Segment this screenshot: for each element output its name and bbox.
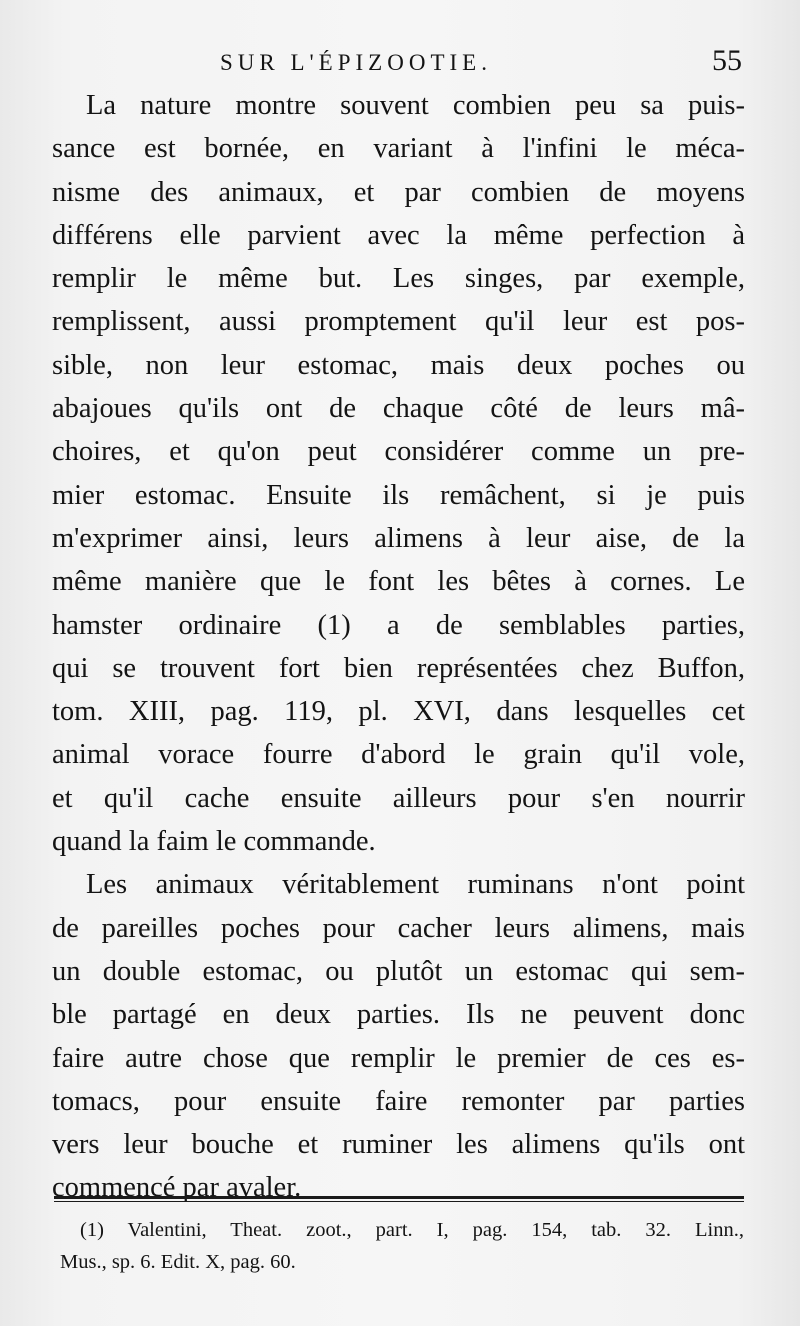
text-line: et qu'il cache ensuite ailleurs pour s'en nourrir xyxy=(52,782,745,814)
text-line: différens elle parvient avec la même perfection à xyxy=(52,219,745,251)
text-line: remplissent, aussi promptement qu'il leur est pos- xyxy=(52,306,745,338)
text-line: de pareilles poches pour cacher leurs alimens, mais xyxy=(52,912,745,944)
text-line: abajoues qu'ils ont de chaque côté de leurs mâ- xyxy=(52,393,745,425)
body-text xyxy=(52,84,745,1210)
footnote-line: Mus., sp. 6. Edit. X, pag. 60. xyxy=(60,1251,296,1273)
text-line: m'exprimer ainsi, leurs alimens à leur aise, de la xyxy=(52,522,745,554)
footnote-rule xyxy=(54,1196,744,1202)
text-line: vers leur bouche et ruminer les alimens qu'ils ont xyxy=(52,1129,745,1161)
text-line: mier estomac. Ensuite ils remâchent, si je puis xyxy=(52,479,745,511)
text-line: La nature montre souvent combien peu sa puis- xyxy=(86,90,745,121)
text-line: commencé par avaler. xyxy=(52,1172,302,1204)
text-line: faire autre chose que remplir le premier de ces es- xyxy=(52,1042,745,1074)
running-head xyxy=(52,44,742,84)
text-line: remplir le même but. Les singes, par exemple, xyxy=(52,263,745,295)
text-line: nisme des animaux, et par combien de moyens xyxy=(52,176,745,208)
text-line: un double estomac, ou plutôt un estomac qui sem- xyxy=(52,955,745,987)
text-line: quand la faim le commande. xyxy=(52,826,376,858)
running-title: SUR L'ÉPIZOOTIE. xyxy=(220,50,492,75)
text-line: tom. XIII, pag. 119, pl. XVI, dans lesquelles cet xyxy=(52,696,745,728)
text-line: animal vorace fourre d'abord le grain qu'il vole, xyxy=(52,739,745,771)
text-line: choires, et qu'on peut considérer comme un pre- xyxy=(52,436,745,468)
footnote xyxy=(60,1214,744,1278)
text-line: même manière que le font les bêtes à cornes. Le xyxy=(52,566,745,598)
text-line: sible, non leur estomac, mais deux poches ou xyxy=(52,349,745,381)
text-line: sance est bornée, en variant à l'infini le méca- xyxy=(52,133,745,165)
text-line: ble partagé en deux parties. Ils ne peuvent donc xyxy=(52,999,745,1031)
text-line: Les animaux véritablement ruminans n'ont point xyxy=(86,869,745,901)
page-number: 55 xyxy=(712,44,742,77)
text-line: hamster ordinaire (1) a de semblables parties, xyxy=(52,609,745,641)
text-line: qui se trouvent fort bien représentées chez Buffon, xyxy=(52,652,745,684)
footnote-line: (1) Valentini, Theat. zoot., part. I, pag. 154, tab. 32. Linn., xyxy=(80,1219,744,1241)
text-line: tomacs, pour ensuite faire remonter par parties xyxy=(52,1085,745,1117)
